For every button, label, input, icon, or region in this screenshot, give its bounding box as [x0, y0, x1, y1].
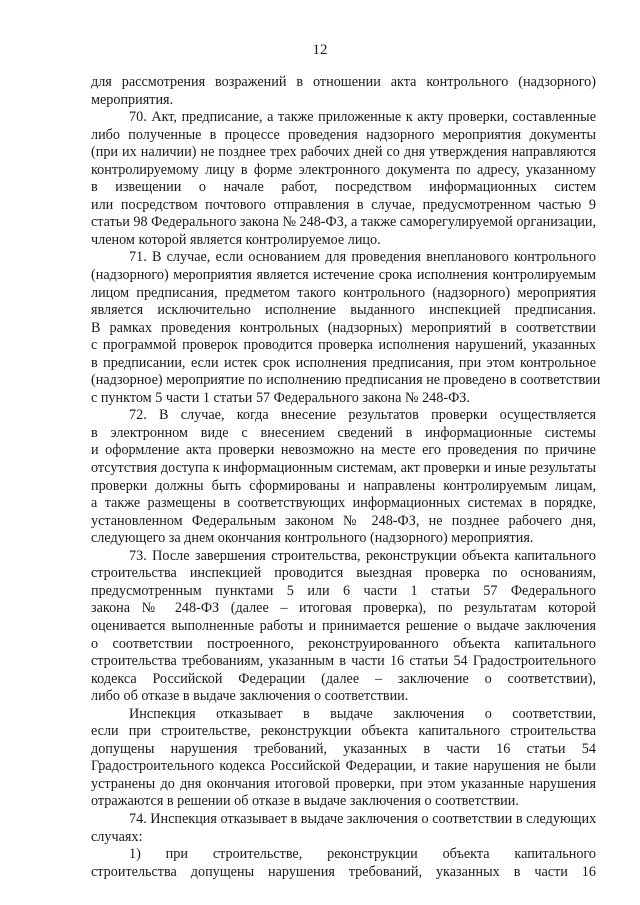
text-line: строительства требованиям, указанным в части 16 статьи 54 Градостроительного	[91, 653, 596, 670]
text-line: устранены до дня окончания итоговой проверки, при этом указанные нарушения	[91, 775, 596, 792]
text-line: Инспекция отказывает в выдаче заключения о соответствии,	[129, 705, 596, 722]
text-line: лицом предписания, предметом такого контрольного (надзорного) мероприятия	[91, 284, 596, 301]
text-line: 70. Акт, предписание, а также приложенные к акту проверки, составленные	[129, 109, 596, 126]
text-line: для рассмотрения возражений в отношении акта контрольного (надзорного)	[91, 74, 596, 90]
text-line: и оформление акта проверки невозможно на месте его проведения по причине	[91, 442, 596, 459]
text-line: 74. Инспекция отказывает в выдаче заключения о соответствии в следующих	[129, 810, 597, 827]
text-line: в извещении о начале работ, посредством информационных систем	[91, 179, 596, 196]
text-line: или посредством почтового отправления в случае, предусмотренном частью 9	[91, 196, 596, 213]
text-line: допущены нарушения требований, указанных в части 16 статьи 54	[91, 740, 596, 757]
text-line: закона № 248-ФЗ (далее – итоговая проверка), по результатам которой	[91, 600, 596, 617]
text-line: либо об отказе в выдаче заключения о соответствии.	[91, 688, 409, 705]
text-line: 71. В случае, если основанием для проведения внепланового контрольного	[129, 249, 596, 266]
text-line: следующего за днем окончания контрольного (надзорного) мероприятия.	[91, 530, 534, 547]
text-line: статьи 98 Федерального закона № 248-ФЗ, а также саморегулируемой организации,	[91, 214, 597, 231]
text-line: предусмотренным пунктами 5 или 6 части 1 статьи 57 Федерального	[91, 582, 596, 599]
page-number: 12	[312, 42, 328, 58]
text-line: мероприятия.	[91, 91, 174, 108]
text-line: (надзорное) мероприятие по исполнению предписания не проведено в соответствии	[91, 372, 601, 389]
text-line: проверки должны быть сформированы и направлены контролируемым лицам,	[91, 477, 596, 494]
text-line: (при их наличии) не позднее трех рабочих дней со дня утверждения направляются	[91, 144, 596, 161]
text-line: случаях:	[91, 828, 143, 845]
text-line: с пунктом 5 части 1 статьи 57 Федерального закона № 248-ФЗ.	[91, 389, 470, 406]
text-line: членом которой является контролируемое лицо.	[91, 231, 381, 248]
text-line: о соответствии построенного, реконструированного объекта капитального	[91, 635, 596, 652]
text-line: строительства допущены нарушения требований, указанных в части 16	[91, 863, 596, 880]
text-line: а также размещены в соответствующих информационных системах в порядке,	[91, 495, 596, 512]
text-line: установленном Федеральным законом № 248-ФЗ, не позднее рабочего дня,	[91, 512, 596, 529]
text-line: Градостроительного кодекса Российской Федерации, и такие нарушения не были	[91, 758, 596, 775]
text-line: отсутствия доступа к информационным системам, акт проверки и иные результаты	[91, 460, 596, 477]
text-line: кодекса Российской Федерации (далее – заключение о соответствии),	[91, 670, 596, 687]
text-line: если при строительстве, реконструкции объекта капитального строительства	[91, 723, 596, 740]
text-line: строительства инспекцией проводится выездная проверка по основаниям,	[91, 565, 596, 582]
text-line: В рамках проведения контрольных (надзорных) мероприятий в соответствии	[91, 319, 596, 336]
document-body	[91, 74, 601, 881]
text-line: 1) при строительстве, реконструкции объекта капитального	[129, 846, 596, 863]
text-line: контролируемому лицу в форме электронного документа по адресу, указанному	[91, 161, 596, 178]
text-line: с программой проверок проводится проверка исполнения нарушений, указанных	[91, 337, 596, 354]
text-line: (надзорного) мероприятия является истечение срока исполнения контролируемым	[91, 267, 596, 284]
text-line: отражаются в решении об отказе в выдаче заключения о соответствии.	[91, 793, 519, 810]
text-line: оценивается выполненные работы и принимается решение о выдаче заключения	[91, 617, 596, 634]
text-line: в предписании, если истек срок исполнения предписания, при этом контрольное	[91, 354, 596, 371]
text-line: является исключительно исполнение выданного инспекцией предписания.	[91, 302, 596, 319]
text-line: 73. После завершения строительства, реконструкции объекта капитального	[129, 547, 596, 564]
text-line: либо полученные в процессе проведения надзорного мероприятия документы	[91, 126, 596, 143]
text-line: в электронном виде с внесением сведений в информационные системы	[91, 424, 596, 441]
text-line: 72. В случае, когда внесение результатов проверки осуществляется	[129, 407, 596, 424]
